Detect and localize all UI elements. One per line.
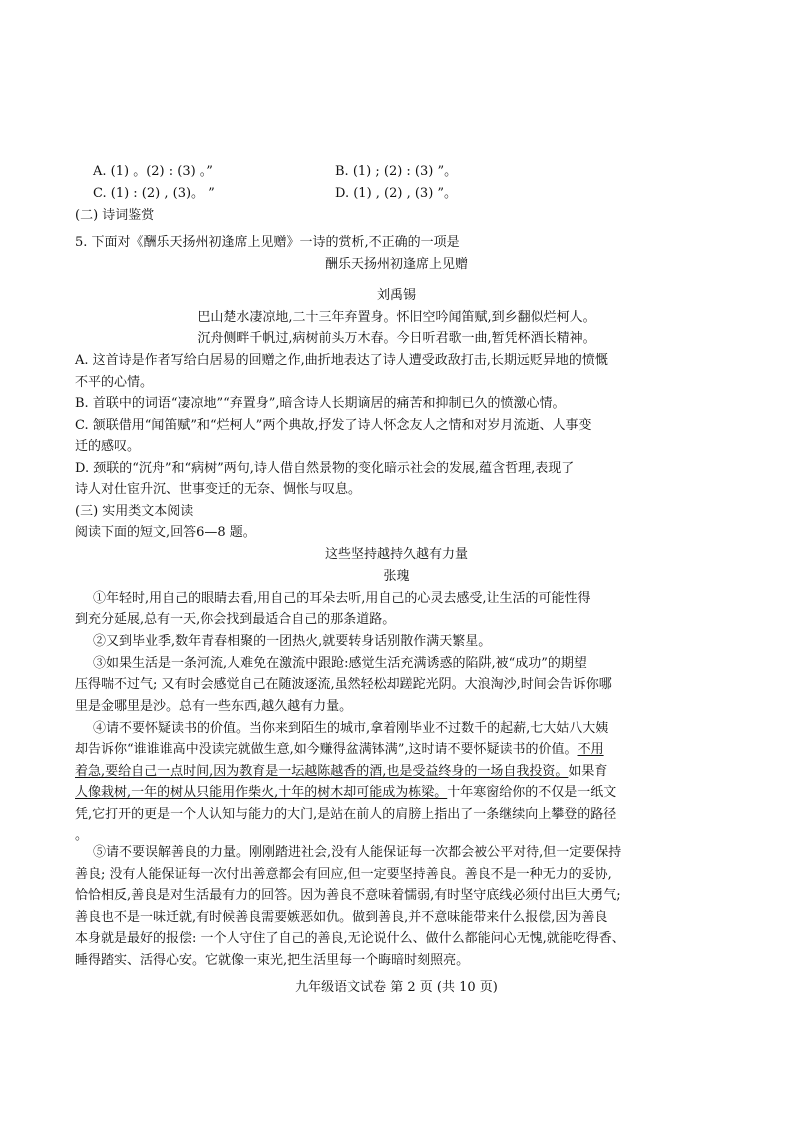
paragraph-5-line-3: 恰恰相反,善良是对生活最有力的回答。因为善良不意味着懦弱,有时坚守底线必须付出巨大勇气; xyxy=(75,888,621,903)
poem-line-1: 巴山楚水凄凉地,二十三年弃置身。怀旧空吟闻笛赋,到乡翻似烂柯人。 xyxy=(197,310,596,325)
underlined-sentence-part-2: 着急,要给自己一点时间,因为教育是一坛越陈越香的酒,也是受益终身的一场自我投资。 xyxy=(75,764,569,779)
paragraph-1-line-1: ①年轻时,用自己的眼睛去看,用自己的耳朵去听,用自己的心灵去感受,让生活的可能性得 xyxy=(93,591,591,606)
paragraph-4-line-6: 。 xyxy=(75,828,89,843)
paragraph-5-line-1: ⑤请不要误解善良的力量。刚刚踏进社会,没有人能保证每一次都会被公平对待,但一定要保持 xyxy=(93,845,622,860)
paragraph-4-line-5: 凭,它打开的更是一个人认知与能力的大门,是站在前人的肩膀上指出了一条继续向上攀登的路径 xyxy=(75,807,617,822)
paragraph-4-line-3-text: 如果育 xyxy=(568,764,608,779)
paragraph-3-line-1: ③如果生活是一条河流,人难免在激流中跟跄:感觉生活充满诱惑的陷阱,被“成功”的期望 xyxy=(93,656,587,671)
q5-choice-d-line2: 诗人对仕宦升沉、世事变迁的无奈、惆怅与叹息。 xyxy=(75,482,362,497)
poem-title: 酬乐天扬州初逢席上见赠 xyxy=(324,257,468,272)
paragraph-4-line-3 xyxy=(75,762,607,782)
paragraph-5-line-2: 善良; 没有人能保证每一次付出善意都会有回应,但一定要坚持善良。善良不是一种无力的妥协, xyxy=(75,867,612,882)
question-5-stem: 5. 下面对《酬乐天扬州初逢席上见赠》一诗的赏析,不正确的一项是 xyxy=(75,235,460,250)
paragraph-3-line-2: 压得喘不过气; 又有时会感觉自己在随波逐流,虽然轻松却蹉跎光阴。大浪淘沙,时间会告诉你哪 xyxy=(75,677,612,692)
q5-choice-b: B. 首联中的词语“凄凉地”“弃置身”,暗含诗人长期谪居的痛苦和抑制已久的愤激心情。 xyxy=(75,396,566,411)
q5-choice-a-line2: 不平的心情。 xyxy=(75,375,154,390)
reading-instruction: 阅读下面的短文,回答6—8 题。 xyxy=(75,525,256,540)
q5-choice-d-line1: D. 颈联的“沉舟”和“病树”两句,诗人借自然景物的变化暗示社会的发展,蕴含哲理,表现了 xyxy=(75,461,575,476)
paragraph-5-line-6: 睡得踏实、活得心安。它就像一束光,把生活里每一个晦暗时刻照亮。 xyxy=(75,953,470,968)
paragraph-4-line-1: ④请不要怀疑读书的价值。当你来到陌生的城市,拿着刚毕业不过数千的起薪,七大姑八大姨 xyxy=(93,721,609,736)
paragraph-4-line-4 xyxy=(75,783,616,803)
paragraph-2: ②又到毕业季,数年青春相聚的一团热火,就要转身话别散作满天繁星。 xyxy=(93,634,492,649)
paragraph-4-line-2-text: 却告诉你“谁谁谁高中没读完就做生意,如今赚得盆满钵满”,这时请不要怀疑读书的价值。 xyxy=(75,742,578,757)
option-a: A. (1) 。(2) : (3) 。” xyxy=(93,164,213,179)
poem-line-2: 沉舟侧畔千帆过,病树前头万木春。今日听君歌一曲,暂凭杯酒长精神。 xyxy=(197,331,596,346)
option-d: D. (1) , (2) , (3) ”。 xyxy=(335,186,458,201)
underlined-sentence-part-3: 人像栽树,一年的树从只能用作柴火,十年的树木却可能成为栋梁。 xyxy=(75,785,448,800)
paragraph-1-line-2: 到充分延展,总有一天,你会找到最适合自己的那条道路。 xyxy=(75,612,396,627)
q5-choice-a-line1: A. 这首诗是作者写给白居易的回赠之作,曲折地表达了诗人遭受政敌打击,长期远贬异地的愤慨 xyxy=(75,353,608,368)
paragraph-5-line-5: 本身就是最好的报偿: 一个人守住了自己的善良,无论说什么、做什么都能问心无愧,就能吃得香、 xyxy=(75,931,625,946)
paragraph-4-line-2 xyxy=(75,740,604,760)
page-footer: 九年级语文试卷 第 2 页 (共 10 页) xyxy=(295,980,498,995)
q5-choice-c-line1: C. 颔联借用“闻笛赋”和“烂柯人”两个典故,抒发了诗人怀念友人之情和对岁月流逝、人事变 xyxy=(75,418,592,433)
option-c: C. (1) : (2) , (3)。 ” xyxy=(93,186,215,201)
section-heading-practical: (三) 实用类文本阅读 xyxy=(75,504,194,519)
paragraph-5-line-4: 善良也不是一味迁就,有时候善良需要嫉恶如仇。做到善良,并不意味能带来什么报偿,因为善良 xyxy=(75,910,608,925)
paragraph-3-line-3: 里是金哪里是沙。总有一些东西,越久越有力量。 xyxy=(75,699,353,714)
paragraph-4-line-4-text: 十年寒窗给你的不仅是一纸文 xyxy=(447,785,617,800)
underlined-sentence-part-1: 不用 xyxy=(577,742,604,757)
option-b: B. (1) ; (2) : (3) ”。 xyxy=(335,164,458,179)
article-title: 这些坚持越持久越有力量 xyxy=(324,547,468,562)
article-author: 张瑰 xyxy=(383,569,410,584)
poem-author: 刘禹锡 xyxy=(376,288,416,303)
q5-choice-c-line2: 迁的感叹。 xyxy=(75,439,141,454)
section-heading-poetry: (二) 诗词鉴赏 xyxy=(75,208,155,223)
